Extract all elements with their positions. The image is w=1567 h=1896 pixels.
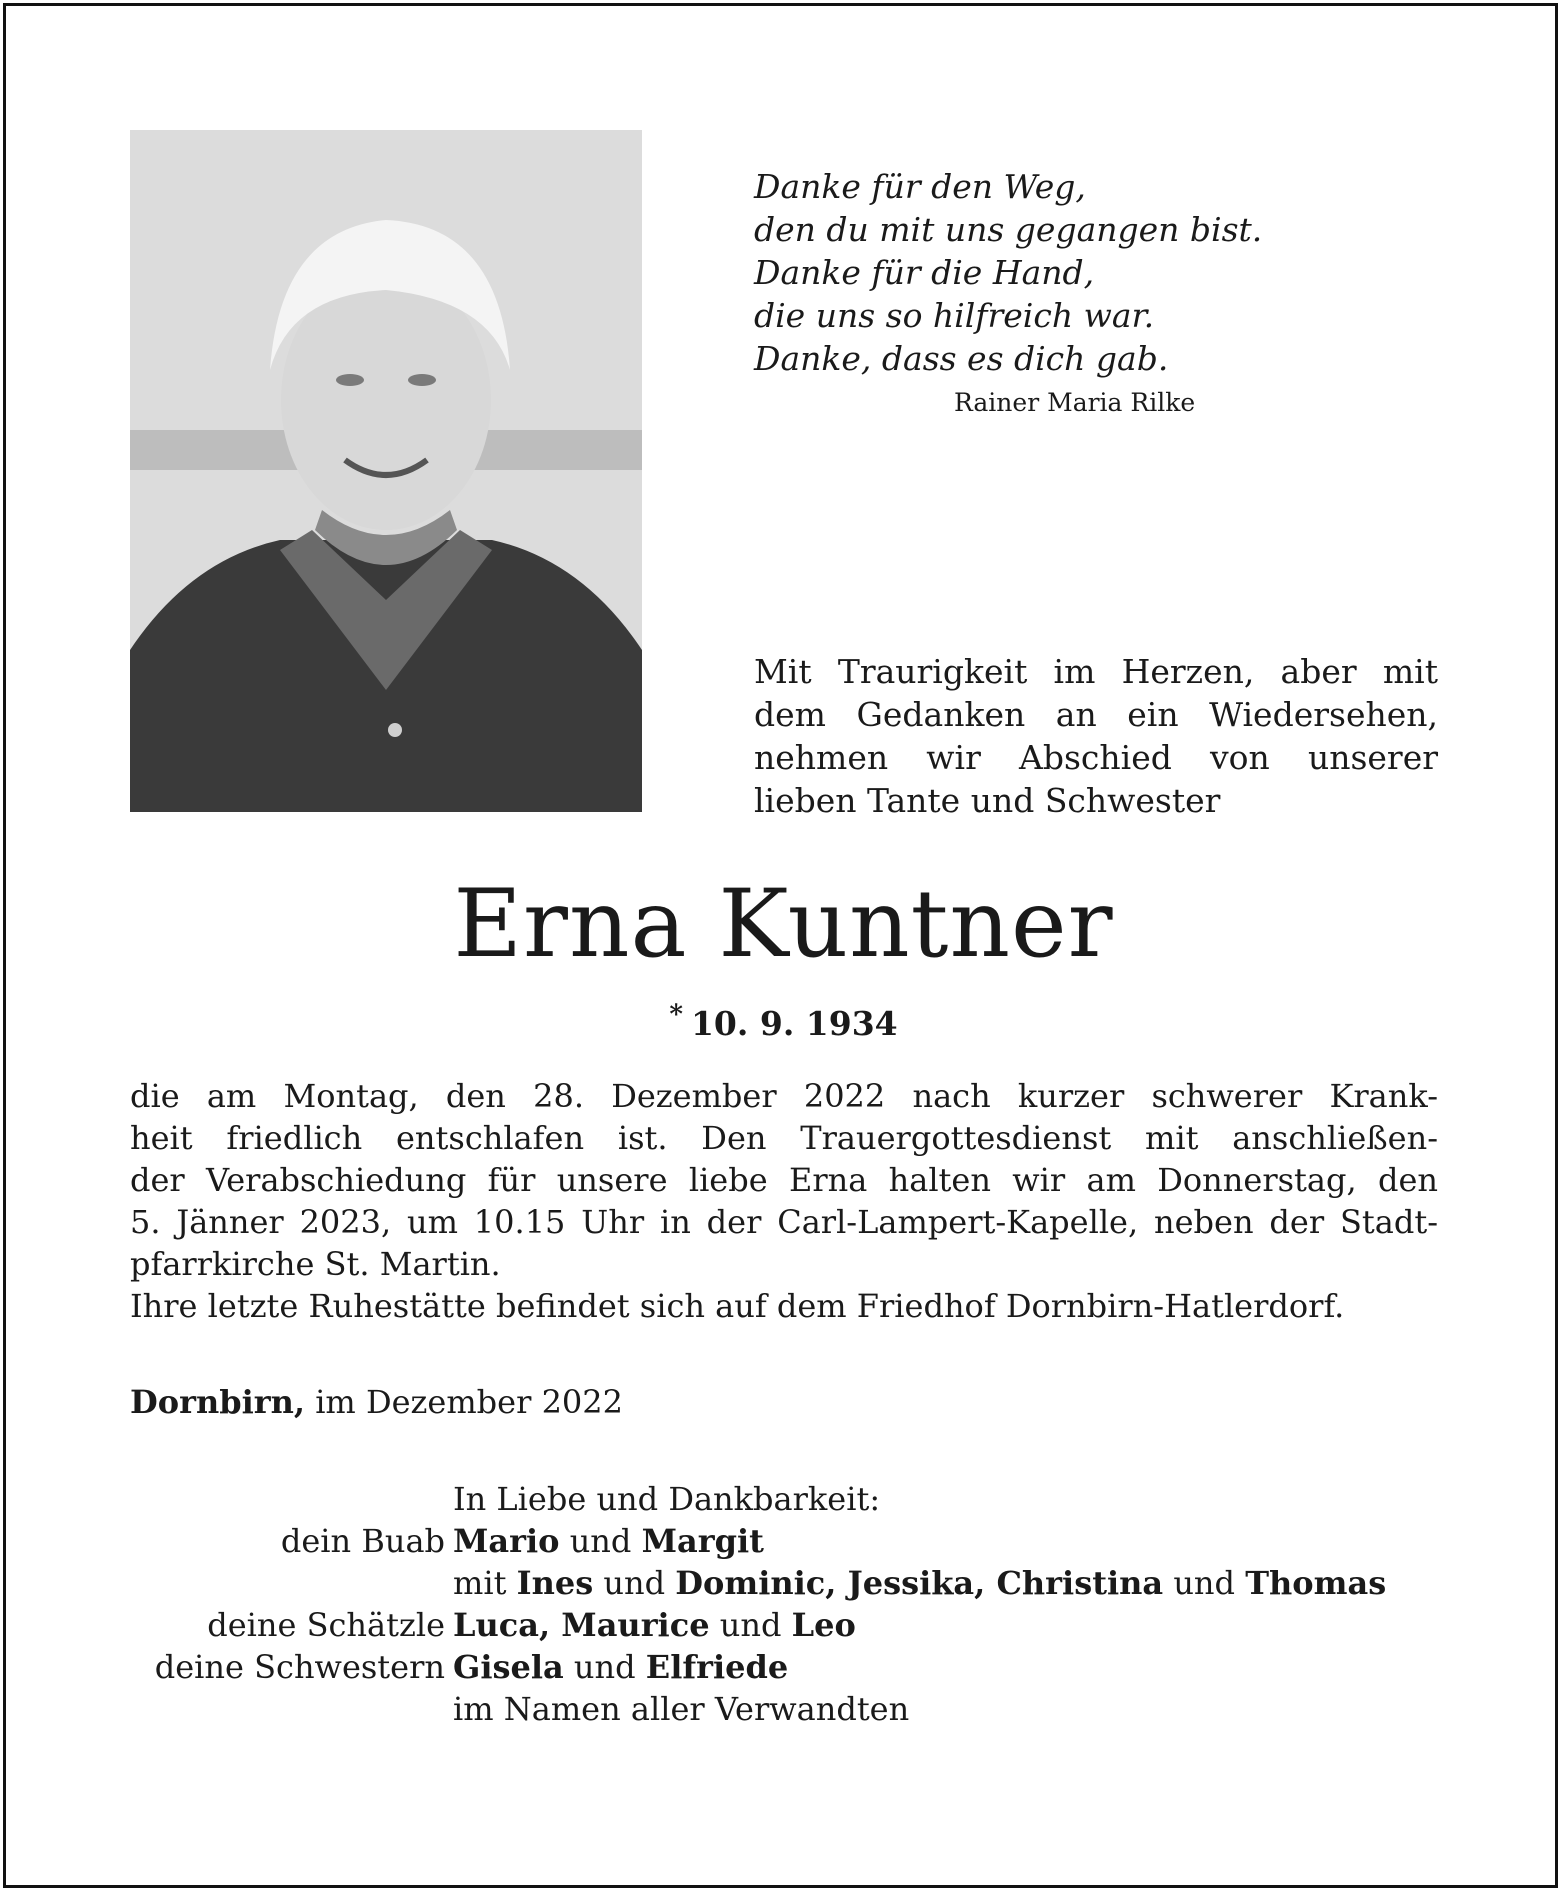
announcement-line: pfarrkirche St. Martin. [130,1245,501,1283]
birth-date-value: 10. 9. 1934 [690,1004,898,1043]
family-member-name: Thomas [1245,1564,1387,1602]
family-connector: und [559,1522,642,1560]
family-heading: In Liebe und Dankbarkeit: [453,1480,881,1518]
portrait-photo [130,130,642,812]
poem-line: die uns so hilfreich war. [754,296,1155,335]
announcement-line: die am Montag, den 28. Dezember 2022 nach kurzer schwerer Krank- [130,1077,1438,1115]
family-list [130,1478,1460,1730]
poem-line: Danke für den Weg, [754,167,1086,206]
family-names [453,1520,764,1562]
family-role: deine Schwestern [154,1648,445,1686]
family-role [130,1562,453,1604]
family-connector: mit [453,1564,517,1602]
family-member-name: Gisela [453,1648,564,1686]
deceased-name: Erna Kuntner [453,870,1114,979]
family-member-name: Margit [641,1522,764,1560]
family-member-name: Mario [453,1522,560,1560]
family-member-name: Leo [791,1606,856,1644]
family-role: dein Buab [280,1522,445,1560]
intro-text: Mit Traurigkeit im Herzen, aber mit dem Gedanken an ein Wiedersehen, nehmen wir Abschied von unserer lieben Tante und Schwester [754,652,1438,820]
announcement-line: heit friedlich entschlafen ist. Den Trauergottesdienst mit anschließen- [130,1119,1438,1157]
poem-line: den du mit uns gegangen bist. [754,210,1263,249]
announcement-line: der Verabschiedung für unsere liebe Erna halten wir am Donnerstag, den [130,1161,1438,1199]
family-names [453,1646,788,1688]
family-connector: und [1163,1564,1246,1602]
family-row [130,1520,1460,1562]
family-member-name: Luca, Maurice [453,1606,710,1644]
family-connector: im Namen aller Verwandten [453,1690,910,1728]
birth-symbol: * [669,1000,683,1030]
poem-line: Danke für die Hand, [754,253,1095,292]
announcement-line: 5. Jänner 2023, um 10.15 Uhr in der Carl-Lampert-Kapelle, neben der Stadt- [130,1203,1438,1241]
family-member-name: Dominic, Jessika, Christina [675,1564,1164,1602]
family-row [130,1562,1460,1604]
family-role-empty [130,1478,453,1520]
family-connector: und [593,1564,676,1602]
family-member-name: Ines [516,1564,594,1602]
announcement-text [130,1075,1438,1327]
poem-author: Rainer Maria Rilke [954,388,1196,417]
family-connector: und [709,1606,792,1644]
family-names [453,1604,856,1646]
announcement-line: Ihre letzte Ruhestätte befindet sich auf dem Friedhof Dornbirn-Hatlerdorf. [130,1287,1345,1325]
family-member-name: Elfriede [645,1648,789,1686]
place-date [130,1383,623,1421]
birth-date [0,1000,1567,1043]
family-rows [130,1520,1460,1730]
family-role: deine Schätzle [207,1606,445,1644]
family-role [130,1688,453,1730]
place-date-text: im Dezember 2022 [305,1383,623,1421]
family-row [130,1646,1460,1688]
family-names [453,1688,909,1730]
poem-line: Danke, dass es dich gab. [754,339,1169,378]
family-connector: und [563,1648,646,1686]
family-row [130,1604,1460,1646]
family-heading-row [130,1478,1460,1520]
place-city: Dornbirn, [130,1383,306,1421]
family-row [130,1688,1460,1730]
family-names [453,1562,1386,1604]
poem [754,165,1274,380]
